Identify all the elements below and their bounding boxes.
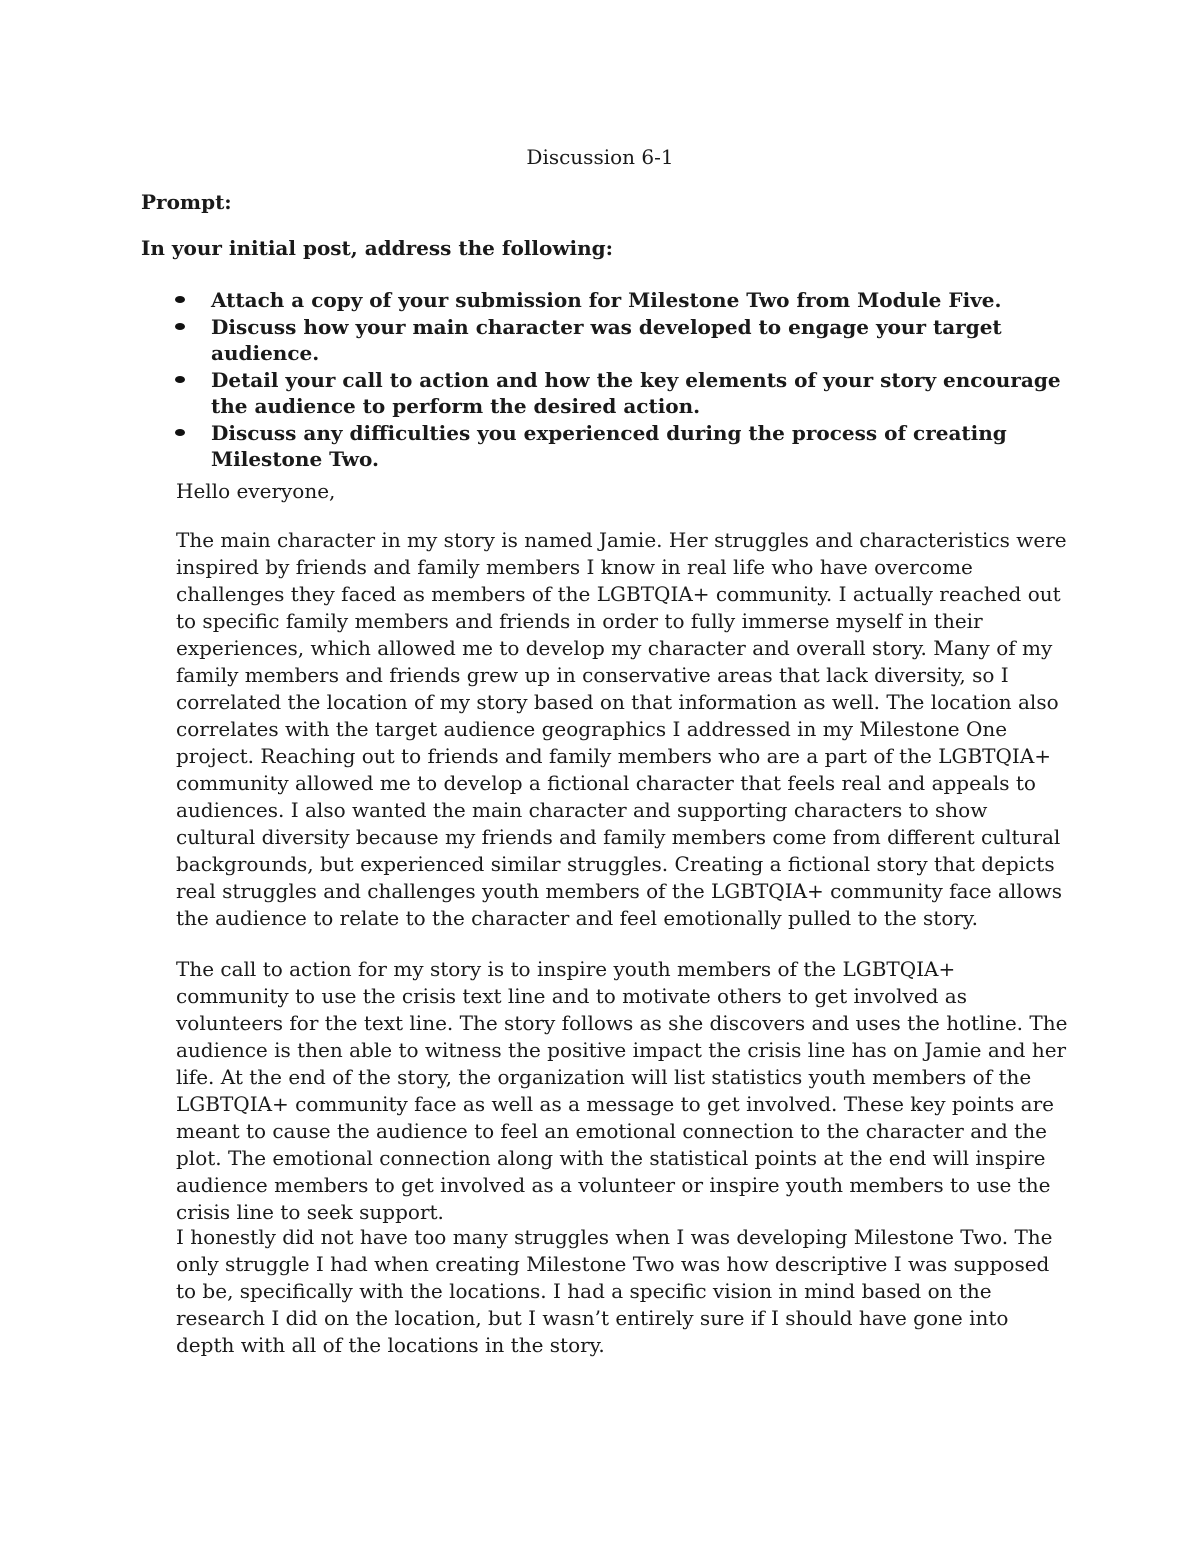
prompt-intro: In your initial post, address the following:: [141, 236, 614, 260]
prompt-bullet-item: [141, 367, 1061, 420]
prompt-bullet-text: Attach a copy of your submission for Milestone Two from Module Five.: [211, 288, 1002, 312]
prompt-bullet-text: Discuss how your main character was developed to engage your target audience.: [211, 314, 1002, 365]
prompt-bullet-text: Discuss any difficulties you experienced during the process of creating Milestone Two.: [211, 420, 1007, 471]
greeting: Hello everyone,: [176, 479, 336, 503]
prompt-bullet-item: [141, 287, 1061, 314]
body-paragraph-character: The main character in my story is named Jamie. Her struggles and characteristics were inspired by friends and family members I know in real life who have overcome challenges they faced as members of the LGBTQIA+ community. I actually reached out to specific family members and friends in order to fully immerse myself in their experiences, which allowed me to develop my character and overall story. Many of my family members and friends grew up in conservative areas that lack diversity, so I correlated the location of my story based on that information as well. The location also correlates with the target audience geographics I addressed in my Milestone One project. Reaching out to friends and family members who are a part of the LGBTQIA+ community allowed me to develop a fictional character that feels real and appeals to audiences. I also wanted the main character and supporting characters to show cultural diversity because my friends and family members come from different cultural backgrounds, but experienced similar struggles. Creating a fictional story that depicts real struggles and challenges youth members of the LGBTQIA+ community face allows the audience to relate to the character and feel emotionally pulled to the story.: [176, 528, 1067, 930]
bullet-icon: [175, 429, 185, 436]
bullet-icon: [175, 323, 185, 330]
bullet-icon: [175, 376, 185, 383]
bullet-icon: [175, 296, 185, 303]
prompt-bullet-item: [141, 420, 1061, 473]
prompt-bullet-item: [141, 314, 1061, 367]
prompt-label: Prompt:: [141, 190, 232, 214]
prompt-bullet-text: Detail your call to action and how the key elements of your story encourage the audience to perform the desired action.: [211, 367, 1061, 418]
prompt-bullet-list: [141, 287, 1061, 473]
document-title: Discussion 6-1: [526, 145, 674, 169]
body-paragraph-call-to-action: The call to action for my story is to inspire youth members of the LGBTQIA+ community to use the crisis text line and to motivate others to get involved as volunteers for the text line. The story follows as she discovers and uses the hotline. The audience is then able to witness the positive impact the crisis line has on Jamie and her life. At the end of the story, the organization will list statistics youth members of the LGBTQIA+ community face as well as a message to get involved. These key points are meant to cause the audience to feel an emotional connection to the character and the plot. The emotional connection along with the statistical points at the end will inspire audience members to get involved as a volunteer or inspire youth members to use the crisis line to seek support.: [176, 957, 1068, 1224]
body-paragraph-difficulties: I honestly did not have too many struggles when I was developing Milestone Two. The only struggle I had when creating Milestone Two was how descriptive I was supposed to be, specifically with the locations. I had a specific vision in mind based on the research I did on the location, but I wasn’t entirely sure if I should have gone into depth with all of the locations in the story.: [176, 1225, 1053, 1357]
